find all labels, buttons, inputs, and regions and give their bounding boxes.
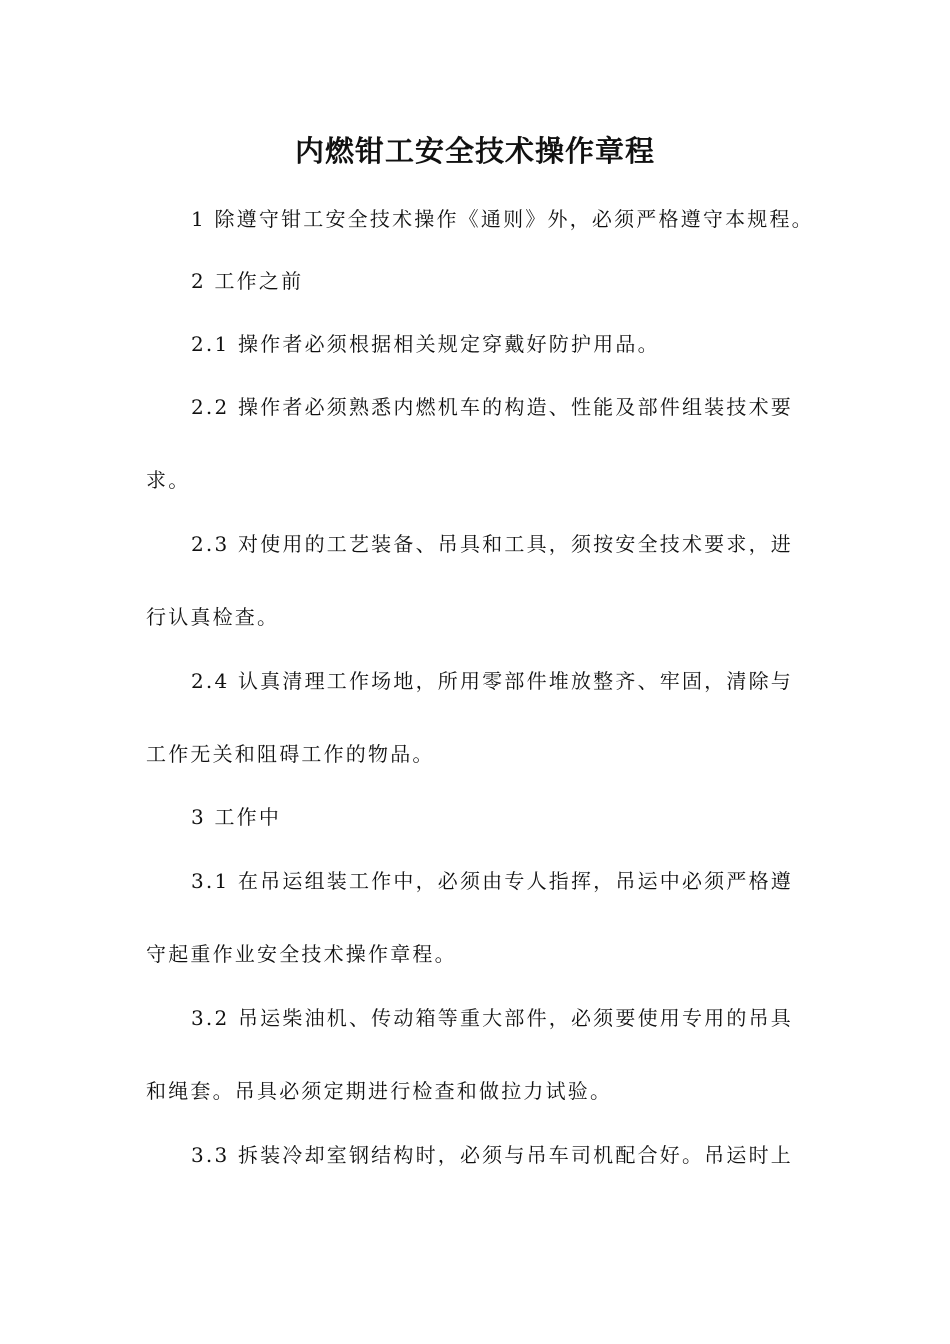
paragraph-continuation: 求。 [146, 468, 191, 492]
section-heading: 2 工作之前 [191, 269, 304, 293]
paragraph-line: 3.1 在吊运组装工作中，必须由专人指挥，吊运中必须严格遵 [191, 869, 793, 893]
paragraph-continuation: 行认真检查。 [146, 605, 280, 629]
paragraph-line: 2.2 操作者必须熟悉内燃机车的构造、性能及部件组装技术要 [191, 395, 793, 419]
paragraph-continuation: 和绳套。吊具必须定期进行检查和做拉力试验。 [146, 1079, 613, 1103]
document-title: 内燃钳工安全技术操作章程 [294, 134, 655, 168]
paragraph-line: 3.3 拆装冷却室钢结构时，必须与吊车司机配合好。吊运时上 [191, 1143, 793, 1167]
paragraph-line: 1 除遵守钳工安全技术操作《通则》外，必须严格遵守本规程。 [191, 207, 814, 231]
paragraph-line: 3.2 吊运柴油机、传动箱等重大部件，必须要使用专用的吊具 [191, 1006, 793, 1030]
paragraph-continuation: 工作无关和阻碍工作的物品。 [146, 742, 435, 766]
paragraph-line: 2.3 对使用的工艺装备、吊具和工具，须按安全技术要求，进 [191, 532, 793, 556]
section-heading: 3 工作中 [191, 805, 282, 829]
paragraph-line: 2.4 认真清理工作场地，所用零部件堆放整齐、牢固，清除与 [191, 669, 793, 693]
paragraph-line: 2.1 操作者必须根据相关规定穿戴好防护用品。 [191, 332, 660, 356]
paragraph-continuation: 守起重作业安全技术操作章程。 [146, 942, 457, 966]
